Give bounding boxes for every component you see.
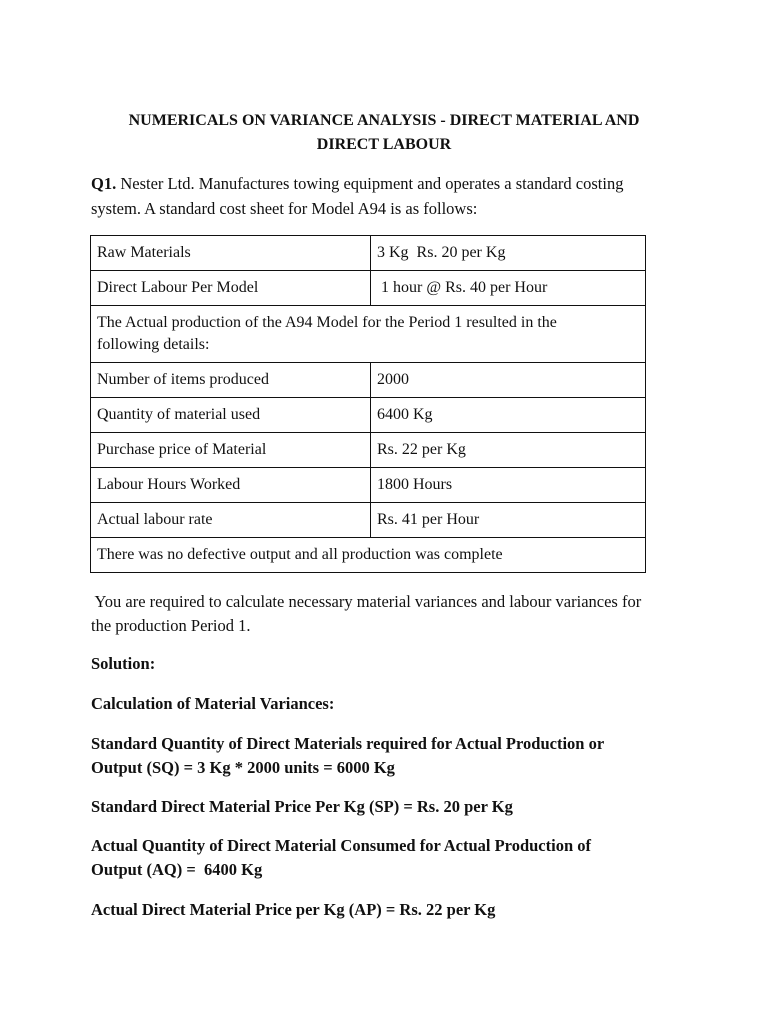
- table-cell-label: Quantity of material used: [91, 398, 371, 433]
- table-cell-label: Number of items produced: [91, 363, 371, 398]
- question-text-line-1: Nester Ltd. Manufactures towing equipment and operates a standard costing: [116, 174, 624, 193]
- table-cell-value: Rs. 41 per Hour: [371, 503, 646, 538]
- table-row: [91, 363, 646, 398]
- question-paragraph: [91, 171, 681, 221]
- standard-price-paragraph: Standard Direct Material Price Per Kg (SP) = Rs. 20 per Kg: [91, 797, 513, 816]
- table-cell-value: 2000: [371, 363, 646, 398]
- actual-price-paragraph: Actual Direct Material Price per Kg (AP) = Rs. 22 per Kg: [91, 900, 496, 919]
- requirement-line-2: the production Period 1.: [91, 616, 251, 635]
- table-cell-note: The Actual production of the A94 Model for the Period 1 resulted in the following details:: [91, 306, 646, 363]
- table-cell-value: 1 hour @ Rs. 40 per Hour: [371, 271, 646, 306]
- table-cell-note: There was no defective output and all production was complete: [91, 538, 646, 573]
- table-cell-label: Raw Materials: [91, 236, 371, 271]
- table-row: [91, 398, 646, 433]
- table-row: [91, 538, 646, 573]
- sq-line-2: Output (SQ) = 3 Kg * 2000 units = 6000 Kg: [91, 758, 395, 777]
- requirement-line-1: You are required to calculate necessary material variances and labour variances for: [91, 592, 642, 611]
- table-cell-value: 3 Kg Rs. 20 per Kg: [371, 236, 646, 271]
- solution-heading: Solution:: [91, 654, 156, 673]
- question-text-line-2: system. A standard cost sheet for Model A94 is as follows:: [91, 199, 478, 218]
- actual-quantity-paragraph: [91, 834, 691, 882]
- table-cell-value: 1800 Hours: [371, 468, 646, 503]
- table-row: [91, 503, 646, 538]
- table-cell-label: Labour Hours Worked: [91, 468, 371, 503]
- table-cell-value: 6400 Kg: [371, 398, 646, 433]
- requirement-paragraph: [91, 590, 691, 638]
- table-row: [91, 236, 646, 271]
- table-cell-label: Purchase price of Material: [91, 433, 371, 468]
- standard-quantity-paragraph: [91, 732, 691, 780]
- table-cell-value: Rs. 22 per Kg: [371, 433, 646, 468]
- aq-line-1: Actual Quantity of Direct Material Consumed for Actual Production of: [91, 836, 591, 855]
- sq-line-1: Standard Quantity of Direct Materials required for Actual Production or: [91, 734, 605, 753]
- material-variances-heading: Calculation of Material Variances:: [91, 694, 335, 713]
- table-row: [91, 433, 646, 468]
- table-row: [91, 468, 646, 503]
- title-line-1: NUMERICALS ON VARIANCE ANALYSIS - DIRECT MATERIAL AND: [128, 112, 640, 129]
- table-cell-label: Actual labour rate: [91, 503, 371, 538]
- table-cell-label: Direct Labour Per Model: [91, 271, 371, 306]
- table-row: [91, 271, 646, 306]
- title-line-2: DIRECT LABOUR: [316, 136, 452, 153]
- aq-line-2: Output (AQ) = 6400 Kg: [91, 860, 263, 879]
- document-title: [90, 109, 678, 157]
- question-label: Q1.: [91, 174, 117, 193]
- table-row: [91, 306, 646, 363]
- standard-cost-table: [90, 235, 646, 573]
